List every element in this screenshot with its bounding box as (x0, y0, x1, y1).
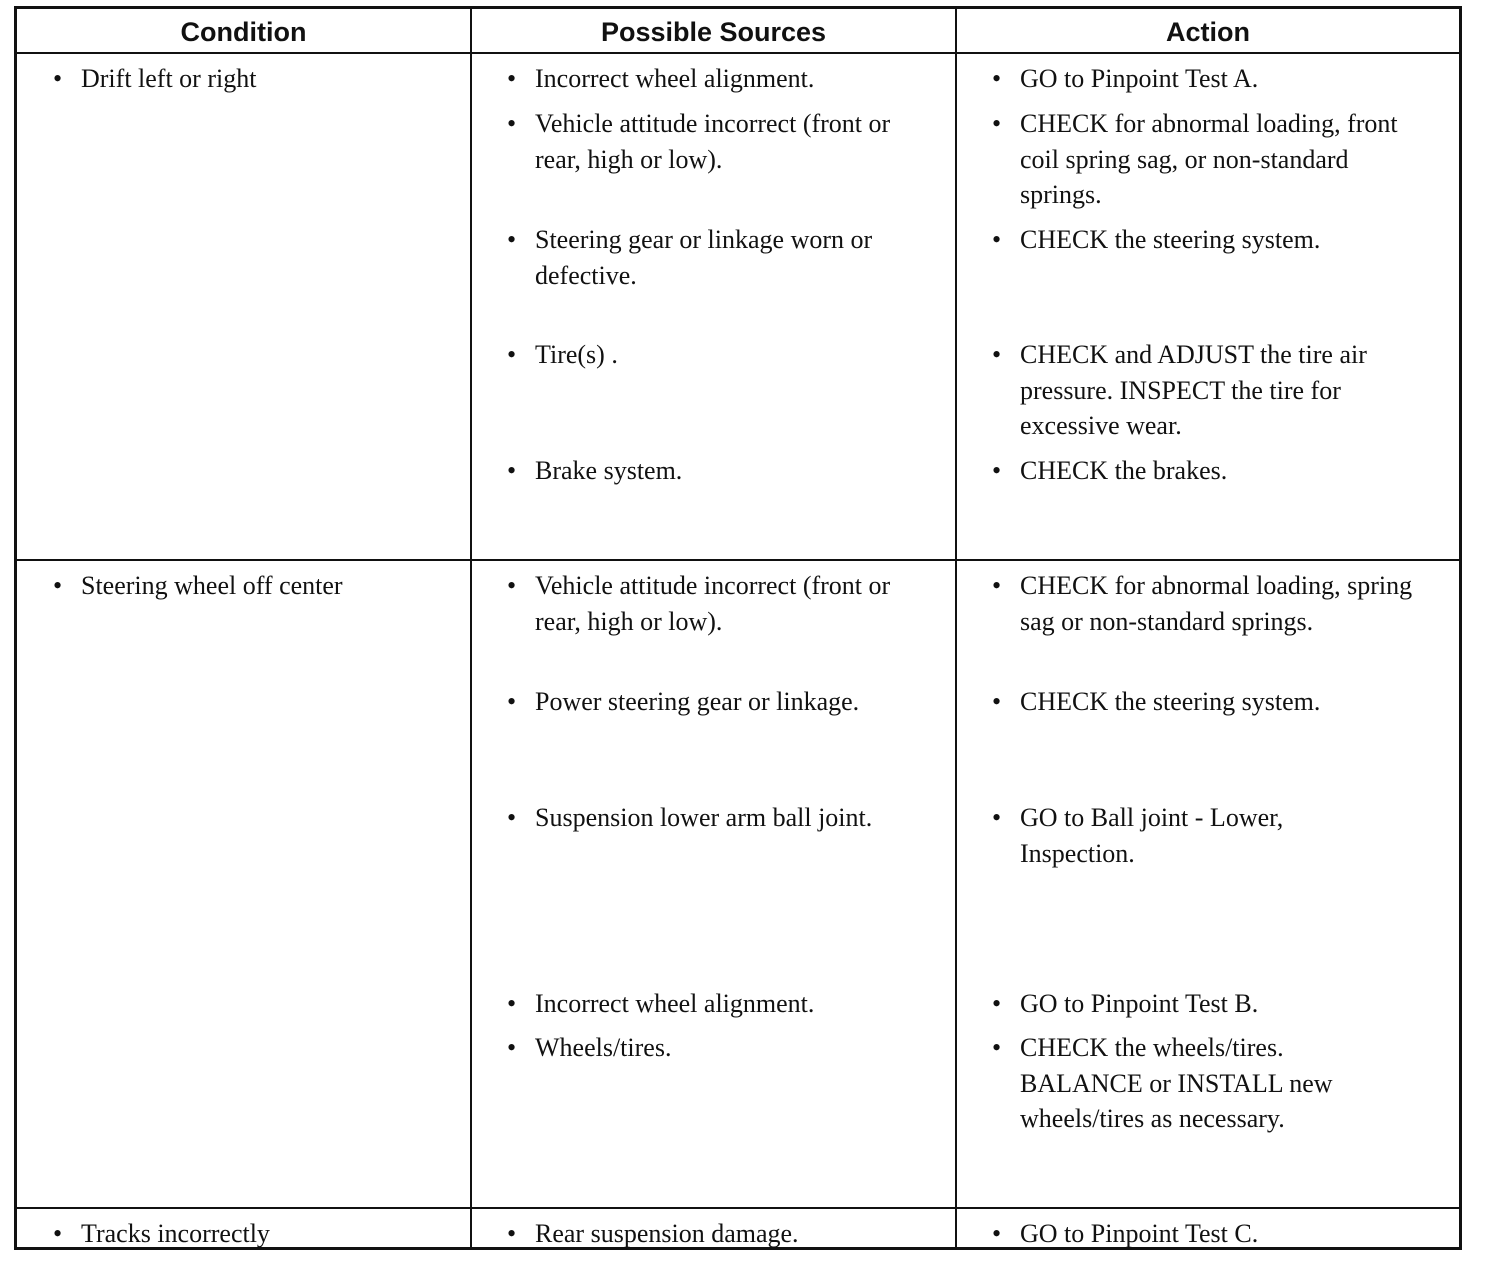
action-item (992, 986, 1440, 1022)
header-action: Action (1166, 16, 1250, 47)
bullet-icon: • (992, 803, 1002, 832)
source-item (507, 453, 935, 489)
bullet-icon: • (53, 1219, 63, 1248)
bullet-icon: • (992, 687, 1002, 716)
action-text: GO to Pinpoint Test C. (1020, 1219, 1259, 1248)
source-text: Power steering gear or linkage. (535, 687, 860, 716)
source-item (507, 222, 935, 293)
action-text: GO to Ball joint - Lower, Inspection. (1020, 803, 1284, 868)
action-text: CHECK for abnormal loading, front coil spring sag, or non-standard springs. (1020, 109, 1398, 209)
bullet-icon: • (507, 687, 517, 716)
header-possible-sources: Possible Sources (600, 16, 827, 47)
source-item (507, 684, 955, 720)
bullet-icon: • (507, 340, 517, 369)
bullet-icon: • (507, 989, 517, 1018)
bullet-icon: • (507, 64, 517, 93)
action-item (992, 800, 1360, 871)
bullet-icon: • (507, 1033, 517, 1062)
action-text: CHECK and ADJUST the tire air pressure. INSPECT the tire for excessive wear. (1020, 340, 1367, 440)
source-text: Incorrect wheel alignment. (535, 64, 815, 93)
source-item (507, 1216, 935, 1252)
bullet-icon: • (507, 803, 517, 832)
action-item (992, 1030, 1410, 1137)
action-text: GO to Pinpoint Test A. (1020, 64, 1259, 93)
diagnosis-table (14, 6, 1462, 1250)
action-item (992, 106, 1420, 213)
bullet-icon: • (992, 109, 1002, 138)
bullet-icon: • (507, 109, 517, 138)
column-divider-1 (470, 9, 472, 1247)
bullet-icon: • (992, 989, 1002, 1018)
action-item (992, 61, 1440, 97)
bullet-icon: • (992, 456, 1002, 485)
action-text: CHECK the steering system. (1020, 225, 1321, 254)
bullet-icon: • (53, 571, 63, 600)
action-text: CHECK the steering system. (1020, 687, 1321, 716)
bullet-icon: • (53, 64, 63, 93)
row-divider-2 (17, 1207, 1459, 1209)
action-text: GO to Pinpoint Test B. (1020, 989, 1259, 1018)
condition-cell (53, 1216, 461, 1252)
source-item (507, 568, 935, 639)
action-item (992, 453, 1440, 489)
bullet-icon: • (507, 456, 517, 485)
source-text: Brake system. (535, 456, 683, 485)
source-text: Rear suspension damage. (535, 1219, 799, 1248)
bullet-icon: • (992, 340, 1002, 369)
bullet-icon: • (992, 571, 1002, 600)
header-condition: Condition (180, 16, 307, 47)
bullet-icon: • (507, 1219, 517, 1248)
condition-text: Tracks incorrectly (81, 1219, 270, 1248)
source-item (507, 106, 935, 177)
action-item (992, 684, 1440, 720)
source-text: Tire(s) . (535, 340, 618, 369)
action-text: CHECK the brakes. (1020, 456, 1228, 485)
condition-cell (53, 61, 461, 97)
action-item (992, 568, 1420, 639)
bullet-icon: • (992, 1033, 1002, 1062)
source-item (507, 61, 935, 97)
action-item (992, 1216, 1440, 1252)
column-divider-2 (955, 9, 957, 1247)
condition-text: Steering wheel off center (81, 571, 343, 600)
row-divider-1 (17, 559, 1459, 561)
source-text: Incorrect wheel alignment. (535, 989, 815, 1018)
bullet-icon: • (507, 571, 517, 600)
source-item (507, 337, 935, 373)
source-item (507, 1030, 935, 1066)
condition-text: Drift left or right (81, 64, 257, 93)
source-text: Suspension lower arm ball joint. (535, 803, 873, 832)
source-item (507, 800, 955, 836)
bullet-icon: • (507, 225, 517, 254)
source-text: Vehicle attitude incorrect (front or rear, high or low). (535, 109, 891, 174)
source-text: Steering gear or linkage worn or defective. (535, 225, 873, 290)
action-text: CHECK the wheels/tires. BALANCE or INSTALL new wheels/tires as necessary. (1020, 1033, 1333, 1133)
source-item (507, 986, 935, 1022)
bullet-icon: • (992, 225, 1002, 254)
action-item (992, 222, 1440, 258)
bullet-icon: • (992, 1219, 1002, 1248)
source-text: Wheels/tires. (535, 1033, 672, 1062)
source-text: Vehicle attitude incorrect (front or rear, high or low). (535, 571, 891, 636)
action-item (992, 337, 1445, 444)
bullet-icon: • (992, 64, 1002, 93)
action-text: CHECK for abnormal loading, spring sag or non-standard springs. (1020, 571, 1413, 636)
condition-cell (53, 568, 461, 604)
